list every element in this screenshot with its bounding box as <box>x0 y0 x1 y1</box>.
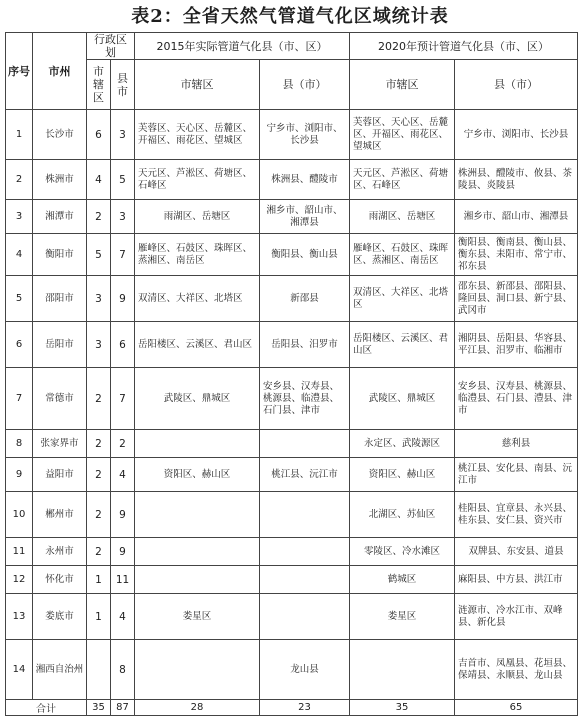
cell-2020-district: 北湖区、苏仙区 <box>350 492 455 538</box>
table-row <box>6 594 578 640</box>
cell-2015-district: 雨湖区、岳塘区 <box>135 200 260 234</box>
cell-admin-district <box>87 640 111 700</box>
cell-2015-county <box>260 594 350 640</box>
cell-2020-county: 桂阳县、宜章县、永兴县、桂东县、安仁县、资兴市 <box>455 492 578 538</box>
cell-2020-county: 湘阴县、岳阳县、华容县、平江县、汨罗市、临湘市 <box>455 322 578 368</box>
cell-city: 株洲市 <box>33 160 87 200</box>
cell-2015-county: 岳阳县、汨罗市 <box>260 322 350 368</box>
cell-2015-county <box>260 566 350 594</box>
cell-admin-county: 8 <box>111 640 135 700</box>
cell-2015-district: 双清区、大祥区、北塔区 <box>135 276 260 322</box>
cell-2020-district: 天元区、芦淞区、荷塘区、石峰区 <box>350 160 455 200</box>
header-2020-county: 县（市） <box>455 60 578 110</box>
cell-admin-county: 11 <box>111 566 135 594</box>
cell-admin-district: 1 <box>87 594 111 640</box>
cell-2020-county: 慈利县 <box>455 430 578 458</box>
cell-admin-county: 9 <box>111 538 135 566</box>
header-admin-district: 市辖区 <box>87 60 111 110</box>
cell-seq: 13 <box>6 594 33 640</box>
cell-2020-district: 资阳区、赫山区 <box>350 458 455 492</box>
cell-admin-district: 2 <box>87 430 111 458</box>
cell-admin-county: 9 <box>111 492 135 538</box>
cell-seq: 5 <box>6 276 33 322</box>
total-2020-district: 35 <box>350 700 455 716</box>
header-plan-2020: 2020年预计管道气化县（市、区） <box>350 33 578 60</box>
header-admin: 行政区划 <box>87 33 135 60</box>
cell-2015-county: 衡阳县、衡山县 <box>260 234 350 276</box>
cell-city: 岳阳市 <box>33 322 87 368</box>
cell-2020-county: 衡阳县、衡南县、衡山县、衡东县、耒阳市、常宁市、祁东县 <box>455 234 578 276</box>
header-admin-county: 县市 <box>111 60 135 110</box>
cell-seq: 3 <box>6 200 33 234</box>
cell-city: 湘潭市 <box>33 200 87 234</box>
cell-admin-district: 1 <box>87 566 111 594</box>
cell-2020-county: 吉首市、凤凰县、花垣县、保靖县、永顺县、龙山县 <box>455 640 578 700</box>
cell-2020-county: 桃江县、安化县、南县、沅江市 <box>455 458 578 492</box>
table-row <box>6 160 578 200</box>
cell-2020-county: 湘乡市、韶山市、湘潭县 <box>455 200 578 234</box>
cell-2015-county <box>260 538 350 566</box>
cell-city: 永州市 <box>33 538 87 566</box>
table-row <box>6 276 578 322</box>
cell-2015-district: 雁峰区、石鼓区、珠晖区、蒸湘区、南岳区 <box>135 234 260 276</box>
cell-city: 怀化市 <box>33 566 87 594</box>
cell-city: 长沙市 <box>33 110 87 160</box>
table-row <box>6 640 578 700</box>
cell-2020-district: 武陵区、鼎城区 <box>350 368 455 430</box>
cell-admin-county: 5 <box>111 160 135 200</box>
cell-admin-county: 6 <box>111 322 135 368</box>
cell-2015-county <box>260 492 350 538</box>
cell-admin-county: 3 <box>111 200 135 234</box>
header-seq: 序号 <box>6 33 33 110</box>
cell-2015-county: 安乡县、汉寿县、桃源县、临澧县、石门县、津市 <box>260 368 350 430</box>
cell-2020-county: 双牌县、东安县、道县 <box>455 538 578 566</box>
cell-admin-district: 2 <box>87 368 111 430</box>
cell-2015-district <box>135 492 260 538</box>
cell-2020-district: 雨湖区、岳塘区 <box>350 200 455 234</box>
cell-city: 张家界市 <box>33 430 87 458</box>
cell-2020-county: 涟源市、冷水江市、双峰县、新化县 <box>455 594 578 640</box>
cell-2020-county: 株洲县、醴陵市、攸县、茶陵县、炎陵县 <box>455 160 578 200</box>
cell-2015-county: 湘乡市、韶山市、湘潭县 <box>260 200 350 234</box>
cell-2020-district <box>350 640 455 700</box>
cell-city: 益阳市 <box>33 458 87 492</box>
cell-admin-county: 7 <box>111 368 135 430</box>
cell-seq: 9 <box>6 458 33 492</box>
cell-2020-county: 麻阳县、中方县、洪江市 <box>455 566 578 594</box>
cell-2020-district: 雁峰区、石鼓区、珠晖区、蒸湘区、南岳区 <box>350 234 455 276</box>
table-row <box>6 234 578 276</box>
header-2015-district: 市辖区 <box>135 60 260 110</box>
cell-2020-district: 芙蓉区、天心区、岳麓区、开福区、雨花区、望城区 <box>350 110 455 160</box>
cell-2015-district: 娄星区 <box>135 594 260 640</box>
cell-admin-district: 2 <box>87 538 111 566</box>
cell-admin-county: 4 <box>111 594 135 640</box>
table-row <box>6 492 578 538</box>
cell-2015-district: 芙蓉区、天心区、岳麓区、开福区、雨花区、望城区 <box>135 110 260 160</box>
total-row <box>6 700 578 716</box>
header-2020-district: 市辖区 <box>350 60 455 110</box>
cell-seq: 1 <box>6 110 33 160</box>
cell-2015-district <box>135 538 260 566</box>
cell-2015-district <box>135 640 260 700</box>
header-actual-2015: 2015年实际管道气化县（市、区） <box>135 33 350 60</box>
cell-seq: 8 <box>6 430 33 458</box>
cell-2020-county: 宁乡市、浏阳市、长沙县 <box>455 110 578 160</box>
cell-admin-district: 2 <box>87 458 111 492</box>
cell-2015-county: 桃江县、沅江市 <box>260 458 350 492</box>
cell-2020-county: 安乡县、汉寿县、桃源县、临澧县、石门县、澧县、津市 <box>455 368 578 430</box>
cell-city: 衡阳市 <box>33 234 87 276</box>
cell-2015-district: 天元区、芦淞区、荷塘区、石峰区 <box>135 160 260 200</box>
table-row <box>6 322 578 368</box>
cell-2015-district: 资阳区、赫山区 <box>135 458 260 492</box>
total-admin-county: 87 <box>111 700 135 716</box>
cell-admin-district: 3 <box>87 276 111 322</box>
cell-seq: 10 <box>6 492 33 538</box>
cell-2020-district: 永定区、武陵源区 <box>350 430 455 458</box>
cell-city: 常德市 <box>33 368 87 430</box>
cell-2015-county <box>260 430 350 458</box>
header-2015-county: 县（市） <box>260 60 350 110</box>
cell-2015-district: 武陵区、鼎城区 <box>135 368 260 430</box>
cell-2015-district <box>135 430 260 458</box>
cell-2015-county: 宁乡市、浏阳市、长沙县 <box>260 110 350 160</box>
cell-seq: 12 <box>6 566 33 594</box>
total-label: 合计 <box>6 700 87 716</box>
cell-2020-district: 娄星区 <box>350 594 455 640</box>
total-2015-district: 28 <box>135 700 260 716</box>
cell-2015-district <box>135 566 260 594</box>
cell-admin-district: 2 <box>87 200 111 234</box>
cell-seq: 14 <box>6 640 33 700</box>
total-2015-county: 23 <box>260 700 350 716</box>
table-row <box>6 368 578 430</box>
cell-city: 娄底市 <box>33 594 87 640</box>
cell-admin-county: 3 <box>111 110 135 160</box>
table-row <box>6 200 578 234</box>
cell-admin-county: 4 <box>111 458 135 492</box>
table-row <box>6 566 578 594</box>
table-title: 表2：全省天然气管道气化区域统计表 <box>131 6 449 27</box>
table-header <box>6 33 578 110</box>
cell-2020-district: 鹤城区 <box>350 566 455 594</box>
cell-2020-district: 岳阳楼区、云溪区、君山区 <box>350 322 455 368</box>
gasification-table <box>5 32 578 716</box>
cell-admin-district: 2 <box>87 492 111 538</box>
table-row <box>6 538 578 566</box>
table-row <box>6 430 578 458</box>
cell-2015-county: 株洲县、醴陵市 <box>260 160 350 200</box>
cell-seq: 4 <box>6 234 33 276</box>
cell-admin-county: 2 <box>111 430 135 458</box>
table-row <box>6 458 578 492</box>
cell-city: 湘西自治州 <box>33 640 87 700</box>
cell-admin-district: 4 <box>87 160 111 200</box>
cell-seq: 11 <box>6 538 33 566</box>
table-row <box>6 110 578 160</box>
cell-city: 郴州市 <box>33 492 87 538</box>
cell-2015-county: 新邵县 <box>260 276 350 322</box>
cell-2020-district: 零陵区、冷水滩区 <box>350 538 455 566</box>
cell-city: 邵阳市 <box>33 276 87 322</box>
cell-seq: 7 <box>6 368 33 430</box>
cell-admin-district: 5 <box>87 234 111 276</box>
cell-2020-district: 双清区、大祥区、北塔区 <box>350 276 455 322</box>
cell-admin-district: 6 <box>87 110 111 160</box>
cell-2015-district: 岳阳楼区、云溪区、君山区 <box>135 322 260 368</box>
cell-admin-county: 7 <box>111 234 135 276</box>
cell-2015-county: 龙山县 <box>260 640 350 700</box>
cell-seq: 2 <box>6 160 33 200</box>
total-2020-county: 65 <box>455 700 578 716</box>
header-city: 市州 <box>33 33 87 110</box>
total-admin-district: 35 <box>87 700 111 716</box>
cell-2020-county: 邵东县、新邵县、邵阳县、隆回县、洞口县、新宁县、武冈市 <box>455 276 578 322</box>
cell-admin-county: 9 <box>111 276 135 322</box>
cell-admin-district: 3 <box>87 322 111 368</box>
cell-seq: 6 <box>6 322 33 368</box>
